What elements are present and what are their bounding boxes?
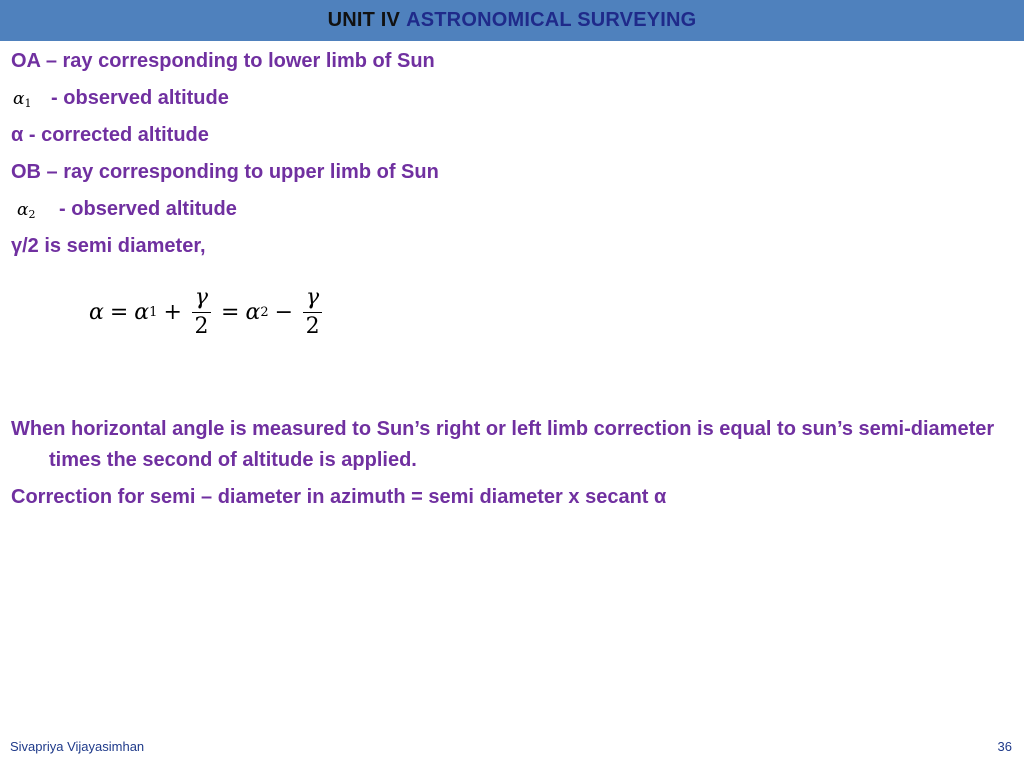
formula: α = α 1 + $\frac{\gamma}{2}$ = α 2 − $\frac{\gamma}{2}$ (89, 280, 326, 344)
footer-author: Sivapriya Vijayasimhan (10, 739, 145, 754)
alpha1-symbol: $\alpha_1$ (13, 89, 32, 110)
line-alpha: α - corrected altitude (11, 124, 209, 146)
fraction-gamma-over-two-2: $\frac{\gamma}{2}$ (303, 284, 322, 341)
title-unit: UNIT IV (327, 9, 401, 31)
line-alpha2 (11, 197, 237, 227)
alpha1-description: - observed altitude (51, 87, 229, 109)
page-number: 36 (997, 739, 1012, 754)
title-topic: ASTRONOMICAL SURVEYING (406, 9, 697, 31)
alpha2-description: - observed altitude (59, 198, 237, 220)
fraction-gamma-over-two-1: $\frac{\gamma}{2}$ (192, 284, 211, 341)
line-ob: OB – ray corresponding to upper limb of Sun (11, 161, 439, 183)
paragraph-horizontal-angle: When horizontal angle is measured to Sun’s right or left limb correction is equal to sun’s semi-diameter times the second of altitude is applied. (11, 418, 995, 471)
line-semi-diameter: γ/2 is semi diameter, (11, 235, 206, 257)
alpha2-symbol: $\alpha_2$ (17, 200, 36, 221)
paragraph-azimuth-correction: Correction for semi – diameter in azimuth = semi diameter x secant α (11, 486, 667, 508)
line-oa: OA – ray corresponding to lower limb of Sun (11, 50, 435, 72)
line-alpha1 (11, 86, 229, 116)
slide-title (0, 0, 1024, 41)
